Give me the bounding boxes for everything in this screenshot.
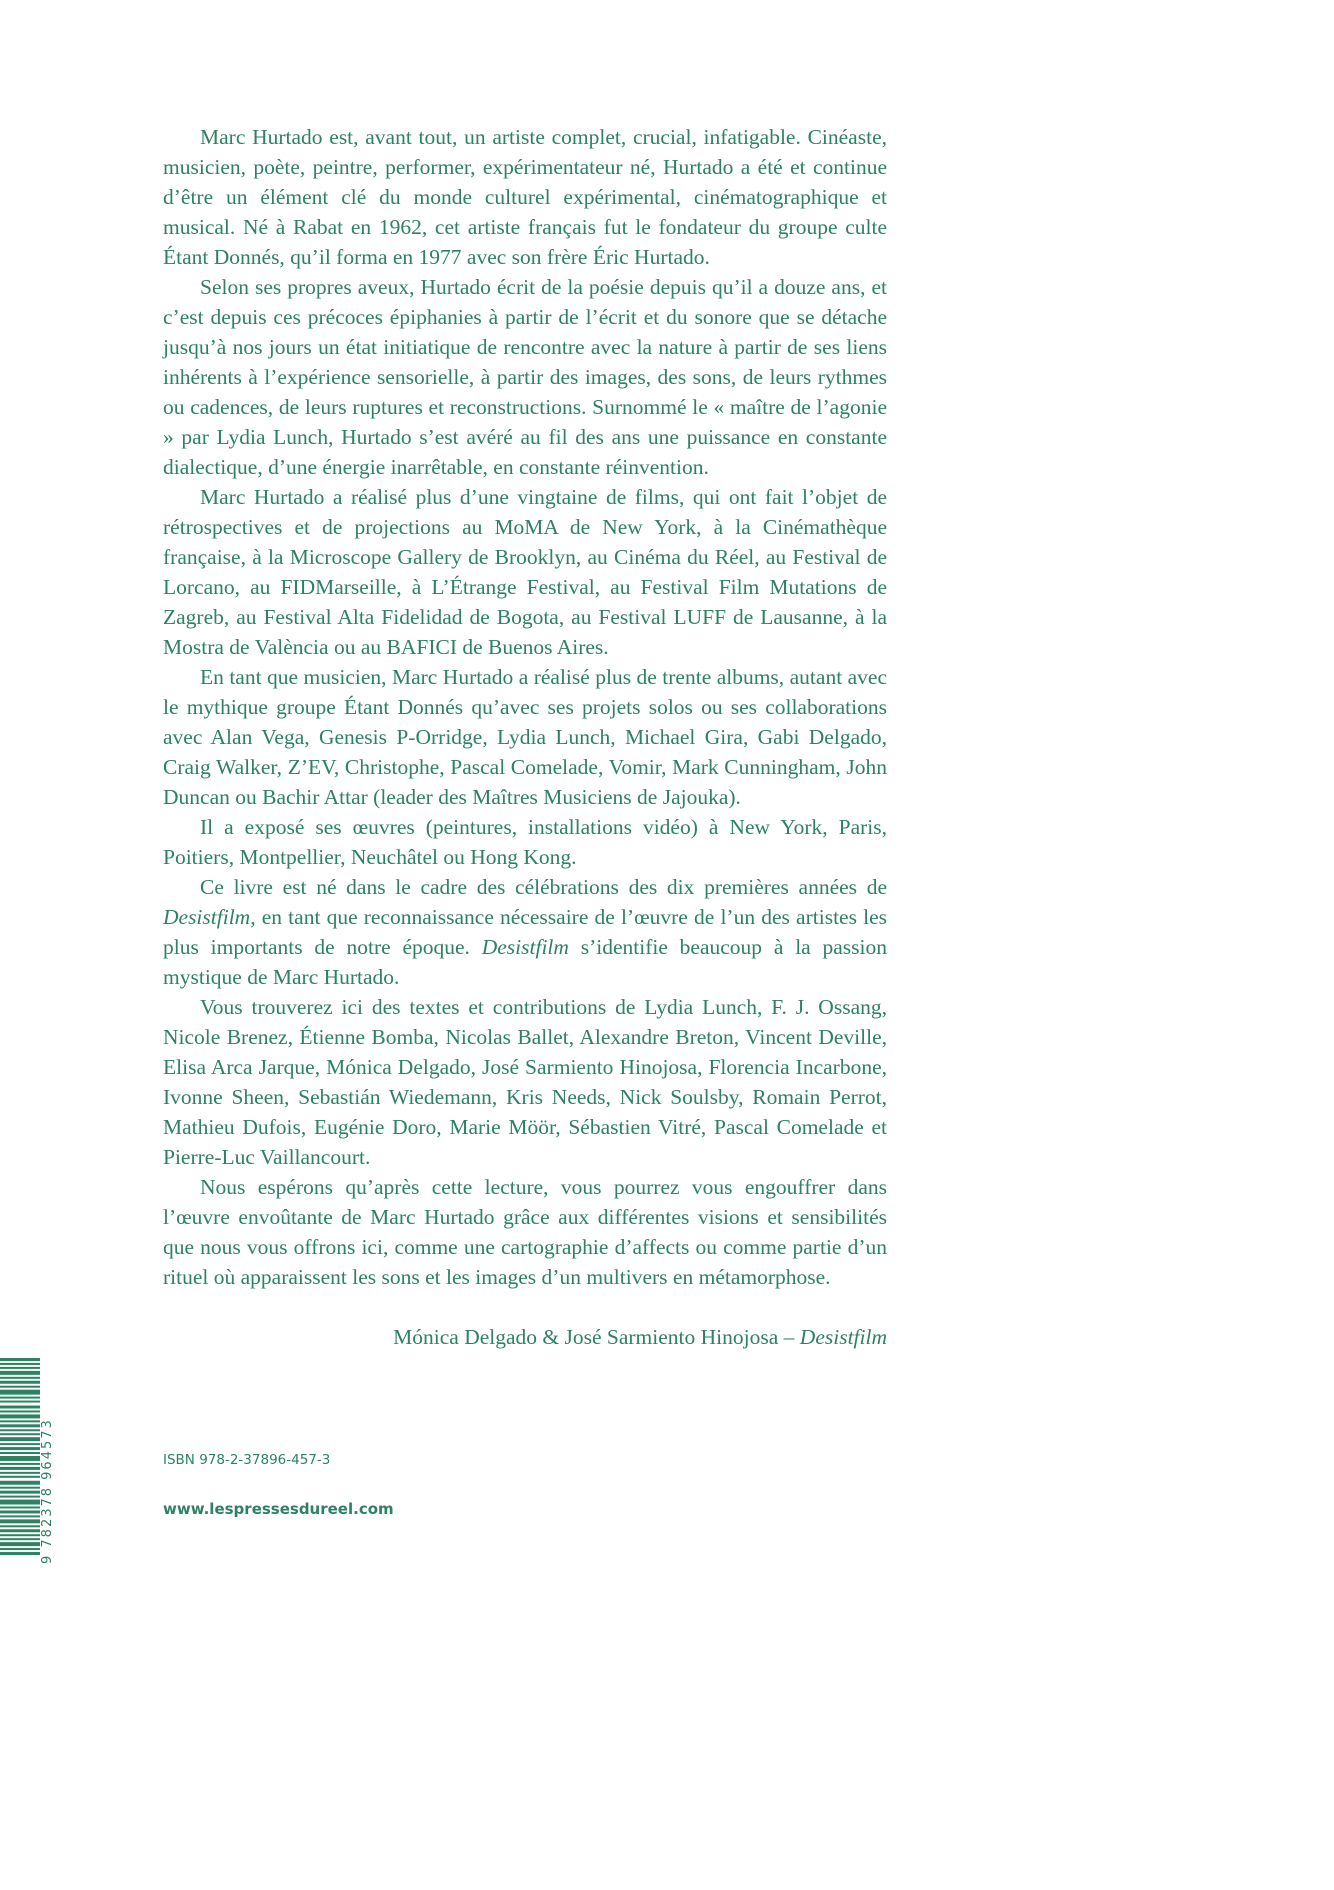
text-run: Marc Hurtado est, avant tout, un artiste complet, crucial, infatigable. Cinéaste, musicien, poète, peintre, performer, expérimentateur né, Hurtado a été et continue d’être un élément clé du monde culturel expérimental, cinématographique et musical. Né à Rabat en 1962, cet artiste français fut le fondateur du groupe culte Étant Donnés, qu’il forma en 1977 avec son frère Éric Hurtado. — [163, 125, 887, 269]
website-text: www.lespressesdureel.com — [163, 1500, 394, 1518]
paragraph — [163, 482, 887, 662]
text-run: Mónica Delgado & José Sarmiento Hinojosa – — [393, 1325, 800, 1349]
paragraph — [163, 272, 887, 482]
paragraph — [163, 872, 887, 992]
barcode — [0, 1352, 66, 1564]
isbn-text: ISBN 978-2-37896-457-3 — [163, 1452, 331, 1468]
barcode-bars-icon — [0, 1358, 40, 1556]
italic-run: Desistfilm — [481, 935, 569, 959]
text-run: En tant que musicien, Marc Hurtado a réalisé plus de trente albums, autant avec le mythique groupe Étant Donnés qu’avec ses projets solos ou ses collaborations avec Alan Vega, Genesis P-Orridge, Lydia Lunch, Michael Gira, Gabi Delgado, Craig Walker, Z’EV, Christophe, Pascal Comelade, Vomir, Mark Cunningham, John Duncan ou Bachir Attar (leader des Maîtres Musiciens de Jajouka). — [163, 665, 887, 809]
paragraph — [163, 122, 887, 272]
text-run: Marc Hurtado a réalisé plus d’une vingtaine de films, qui ont fait l’objet de rétrospectives et de projections au MoMA de New York, à la Cinémathèque française, à la Microscope Gallery de Brooklyn, au Cinéma du Réel, au Festival de Lorcano, au FIDMarseille, à L’Étrange Festival, au Festival Film Mutations de Zagreb, au Festival Alta Fidelidad de Bogota, au Festival LUFF de Lausanne, à la Mostra de València ou au BAFICI de Buenos Aires. — [163, 485, 887, 659]
paragraph — [163, 992, 887, 1172]
paragraph — [163, 662, 887, 812]
text-run: Il a exposé ses œuvres (peintures, installations vidéo) à New York, Paris, Poitiers, Montpellier, Neuchâtel ou Hong Kong. — [163, 815, 887, 869]
paragraph — [163, 812, 887, 872]
signature — [163, 1322, 887, 1352]
body-text — [163, 122, 887, 1352]
text-run: , en tant que reconnaissance nécessaire de l’œuvre de l’un des artistes les plus importants de notre époque. — [163, 905, 887, 959]
italic-run: Desistfilm — [799, 1325, 887, 1349]
italic-run: Desistfilm — [163, 905, 251, 929]
text-run: Selon ses propres aveux, Hurtado écrit de la poésie depuis qu’il a douze ans, et c’est depuis ces précoces épiphanies à partir de l’écrit et du sonore que se détache jusqu’à nos jours un état initiatique de rencontre avec la nature à partir de ses liens inhérents à l’expérience sensorielle, à partir des images, des sons, de leurs rythmes ou cadences, de leurs ruptures et reconstructions. Surnommé le « maître de l’agonie » par Lydia Lunch, Hurtado s’est avéré au fil des ans une puissance en constante dialectique, d’une énergie inarrêtable, en constante réinvention. — [163, 275, 887, 479]
text-run: Ce livre est né dans le cadre des célébrations des dix premières années de — [200, 875, 887, 899]
barcode-number: 9 782378 964573 — [40, 1418, 55, 1564]
paragraph — [163, 1172, 887, 1292]
text-run: Nous espérons qu’après cette lecture, vous pourrez vous engouffrer dans l’œuvre envoûtante de Marc Hurtado grâce aux différentes visions et sensibilités que nous vous offrons ici, comme une cartographie d’affects ou comme partie d’un rituel où apparaissent les sons et les images d’un multivers en métamorphose. — [163, 1175, 887, 1289]
text-run: Vous trouverez ici des textes et contributions de Lydia Lunch, F. J. Ossang, Nicole Brenez, Étienne Bomba, Nicolas Ballet, Alexandre Breton, Vincent Deville, Elisa Arca Jarque, Mónica Delgado, José Sarmiento Hinojosa, Florencia Incarbone, Ivonne Sheen, Sebastián Wiedemann, Kris Needs, Nick Soulsby, Romain Perrot, Mathieu Dufois, Eugénie Doro, Marie Möör, Sébastien Vitré, Pascal Comelade et Pierre-Luc Vaillancourt. — [163, 995, 887, 1169]
body-paragraphs — [163, 122, 887, 1292]
text-run: s’identifie beaucoup à la passion mystique de Marc Hurtado. — [163, 935, 888, 989]
